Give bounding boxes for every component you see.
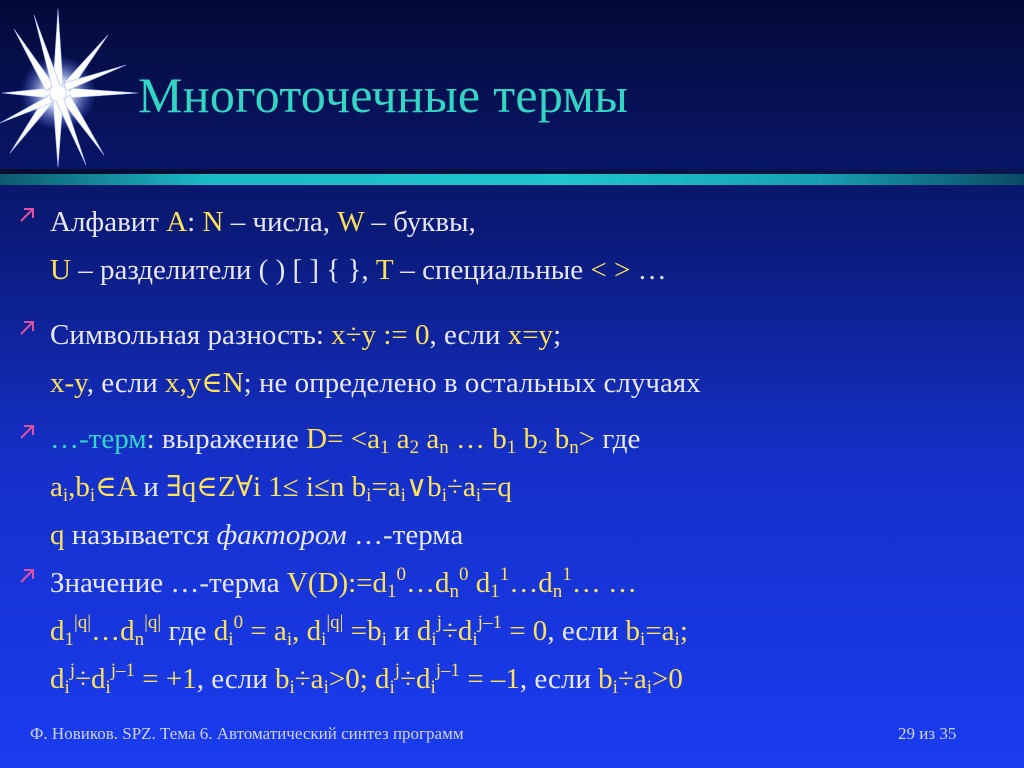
text-run: … xyxy=(630,254,667,286)
formula-text: ÷d xyxy=(441,615,473,647)
text-run: …-терма xyxy=(346,519,464,551)
formula-text: a xyxy=(419,423,440,455)
formula-text: =a xyxy=(645,615,675,647)
formula-text: W xyxy=(337,206,365,238)
formula-text: …d xyxy=(509,567,553,599)
subscript: 1 xyxy=(379,437,390,458)
superscript: j xyxy=(69,660,76,681)
text-run: где xyxy=(161,615,214,647)
formula-text: x=y xyxy=(507,319,554,351)
formula-text: b xyxy=(547,423,570,455)
superscript: j–1 xyxy=(110,660,136,681)
formula-text: N xyxy=(202,206,224,238)
formula-text: …d xyxy=(406,567,450,599)
subscript: i xyxy=(105,677,111,698)
formula-text: ÷a xyxy=(617,663,647,695)
subscript: i xyxy=(400,485,406,506)
formula-text: d xyxy=(416,615,432,647)
text-run: Символьная разность: xyxy=(50,319,332,351)
subscript: 2 xyxy=(409,437,420,458)
formula-text: x-y xyxy=(50,367,87,399)
bullet-line xyxy=(50,655,688,703)
text-run: : выражение xyxy=(146,423,307,455)
formula-text: … … xyxy=(571,567,638,599)
page-number: 29 из 35 xyxy=(898,724,957,743)
superscript: j–1 xyxy=(435,660,461,681)
text-run: – специальные xyxy=(393,254,591,286)
subscript: i xyxy=(286,629,293,650)
formula-text: >0; d xyxy=(328,663,390,695)
text-run: , если xyxy=(547,615,626,647)
text-run: – разделители ( ) [ ] { }, xyxy=(70,254,376,286)
formula-text: V(D):=d xyxy=(286,567,388,599)
text-run: где xyxy=(595,423,641,455)
subscript: i xyxy=(674,629,680,650)
superscript: 0 xyxy=(396,564,407,585)
subscript: 1 xyxy=(64,629,74,650)
formula-text: x,y∈N xyxy=(165,367,244,399)
subscript: i xyxy=(228,629,234,650)
subscript: n xyxy=(552,581,563,602)
bullet-line xyxy=(50,246,667,294)
superscript: 0 xyxy=(459,564,469,585)
arrow-up-right-icon xyxy=(18,319,36,337)
subscript: 1 xyxy=(387,581,397,602)
formula-text: d xyxy=(50,615,65,647)
formula-text: a xyxy=(389,423,410,455)
text-run: : xyxy=(187,206,203,238)
subscript: i xyxy=(381,629,387,650)
text-run: , если xyxy=(429,319,508,351)
formula-text: ∨b xyxy=(405,471,442,503)
formula-text: =q xyxy=(481,471,512,503)
bullet-line xyxy=(50,415,640,463)
starburst-icon xyxy=(0,5,140,170)
text-run: – числа, xyxy=(223,206,338,238)
formula-text: ÷a xyxy=(294,663,324,695)
formula-text: ÷d xyxy=(400,663,431,695)
subscript: i xyxy=(389,677,395,698)
formula-text: d xyxy=(213,615,229,647)
formula-text: < > xyxy=(590,254,631,286)
formula-text: …d xyxy=(91,615,135,647)
formula-text: ∃q∈Z∀i 1≤ i≤n b xyxy=(166,471,367,503)
formula-text: a xyxy=(50,471,63,503)
superscript: |q| xyxy=(326,612,344,633)
text-run: , если xyxy=(519,663,599,695)
subscript: n xyxy=(569,437,579,458)
subscript: n xyxy=(134,629,145,650)
formula-text: ,b xyxy=(68,471,90,503)
text-run: называется xyxy=(64,519,217,551)
superscript: |q| xyxy=(74,612,92,633)
superscript: 0 xyxy=(233,612,244,633)
formula-text: A xyxy=(166,206,188,238)
term-name: …-терм xyxy=(50,423,147,455)
formula-text: = –1 xyxy=(460,663,520,695)
formula-text: = +1 xyxy=(135,663,197,695)
bullet-line xyxy=(50,559,688,607)
text-run: ; не определено в остальных случаях xyxy=(243,367,701,399)
formula-text: = a xyxy=(243,615,287,647)
superscript: j xyxy=(436,612,442,633)
subscript: i xyxy=(441,485,447,506)
text-run: и xyxy=(386,615,417,647)
subscript: 1 xyxy=(506,437,517,458)
formula-text: >0 xyxy=(652,663,683,695)
subscript: i xyxy=(472,629,478,650)
subscript: i xyxy=(475,485,482,506)
subscript: i xyxy=(430,677,436,698)
subscript: i xyxy=(323,677,329,698)
subscript: i xyxy=(89,485,96,506)
formula-text: ÷a xyxy=(446,471,476,503)
text-run: ; xyxy=(553,319,562,351)
subscript: i xyxy=(366,485,372,506)
formula-text: ∈A xyxy=(95,471,136,503)
formula-text: , d xyxy=(292,615,322,647)
subscript: i xyxy=(64,677,70,698)
text-run: , если xyxy=(196,663,275,695)
formula-text: > xyxy=(578,423,596,455)
title-divider xyxy=(0,169,1024,185)
formula-text: D= <a xyxy=(306,423,380,455)
formula-text: =a xyxy=(371,471,401,503)
subscript: i xyxy=(612,677,618,698)
footer-caption: Ф. Новиков. SPZ. Тема 6. Автоматический синтез программ xyxy=(30,724,464,743)
superscript: 1 xyxy=(499,564,510,585)
formula-text: b xyxy=(625,615,641,647)
slide-title: Многоточечные термы xyxy=(138,67,629,123)
bullet-line xyxy=(50,311,701,359)
arrow-up-right-icon xyxy=(18,567,36,585)
text-run: , если xyxy=(86,367,165,399)
formula-text: ÷d xyxy=(75,663,106,695)
arrow-up-right-icon xyxy=(18,206,36,224)
superscript: j xyxy=(394,660,401,681)
formula-text: d xyxy=(468,567,491,599)
formula-text: T xyxy=(375,254,394,286)
superscript: j–1 xyxy=(477,612,502,633)
subscript: i xyxy=(640,629,646,650)
text-run: Значение …-терма xyxy=(50,567,287,599)
subscript: n xyxy=(439,437,449,458)
superscript: |q| xyxy=(144,612,162,633)
bullet-line xyxy=(50,607,688,655)
formula-text: x÷y := 0 xyxy=(331,319,430,351)
text-run: и xyxy=(136,471,167,503)
formula-text: b xyxy=(598,663,613,695)
text-run: Алфавит xyxy=(50,206,167,238)
formula-text: ; xyxy=(679,615,688,647)
bullet-line xyxy=(50,198,667,246)
formula-text: = 0 xyxy=(501,615,548,647)
arrow-up-right-icon xyxy=(18,423,36,441)
subscript: i xyxy=(62,485,69,506)
subscript: i xyxy=(431,629,437,650)
subscript: i xyxy=(646,677,652,698)
bullet-line xyxy=(50,463,640,511)
formula-text: b xyxy=(516,423,538,455)
text-run: – буквы, xyxy=(364,206,476,238)
formula-text: =b xyxy=(343,615,382,647)
formula-text: … b xyxy=(448,423,507,455)
subscript: n xyxy=(449,581,460,602)
text-run: фактором xyxy=(216,519,347,551)
formula-text: q xyxy=(50,519,65,551)
bullet-line xyxy=(50,511,640,559)
bullet-line xyxy=(50,359,701,407)
subscript: 1 xyxy=(490,581,500,602)
formula-text: U xyxy=(50,254,71,286)
formula-text: b xyxy=(274,663,290,695)
subscript: i xyxy=(321,629,327,650)
formula-text: d xyxy=(50,663,65,695)
subscript: i xyxy=(289,677,295,698)
superscript: 1 xyxy=(562,564,572,585)
subscript: 2 xyxy=(537,437,548,458)
